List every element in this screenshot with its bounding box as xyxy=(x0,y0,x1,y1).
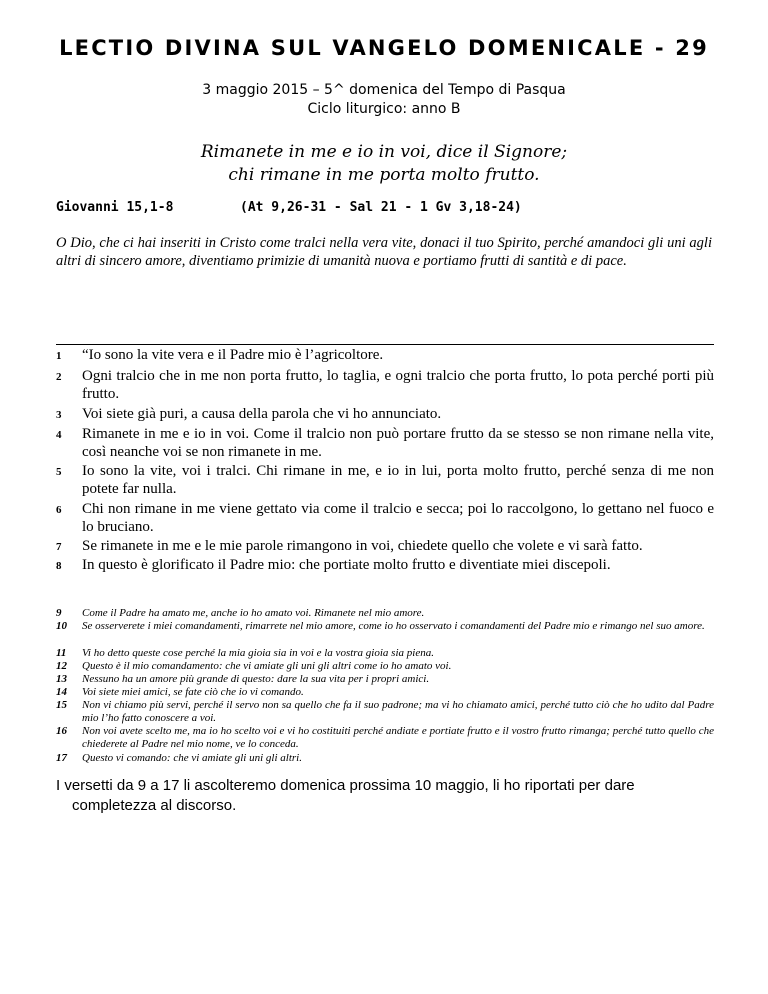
verse-text: “Io sono la vite vera e il Padre mio è l’agricoltore. xyxy=(82,347,384,363)
verse-number: 8 xyxy=(56,560,62,572)
verse-item xyxy=(56,425,714,461)
verse-text: Voi siete già puri, a causa della parola che vi ho annunciato. xyxy=(82,406,442,422)
verse-item xyxy=(56,537,714,555)
verse-item xyxy=(56,500,714,536)
extra-verse-item xyxy=(56,660,714,673)
verse-text: Se osserverete i miei comandamenti, rimarrete nel mio amore, come io ho osservato i comandamenti del Padre mio e rimango nel suo amore. xyxy=(82,620,705,632)
antiphon-line-1: Rimanete in me e io in voi, dice il Signore; xyxy=(200,142,568,162)
opening-prayer: O Dio, che ci hai inseriti in Cristo come tralci nella vera vite, donaci il tuo Spirito, perché amandoci gli uni agli altri di sincero amore, diventiamo primizie di umanità nuova e portiamo frutti di santità e di pace. xyxy=(56,235,712,269)
verse-item xyxy=(56,462,714,498)
document-title: LECTIO DIVINA SUL VANGELO DOMENICALE - 29 xyxy=(59,36,709,60)
verse-text: Questo è il mio comandamento: che vi amiate gli uni gli altri come io ho amato voi. xyxy=(82,660,452,672)
closing-note-line-2: completezza al discorso. xyxy=(72,797,237,814)
verse-number: 10 xyxy=(56,620,67,632)
extra-verse-item xyxy=(56,725,714,750)
extra-verse-item xyxy=(56,752,714,765)
verse-number: 14 xyxy=(56,686,67,698)
verse-text: Non voi avete scelto me, ma io ho scelto voi e vi ho costituiti perché andiate e portiate frutto e il vostro frutto rimanga; perché tutto quello che chiederete al Padre nel mio nome, ve lo conceda. xyxy=(82,725,714,750)
date-line: 3 maggio 2015 – 5^ domenica del Tempo di Pasqua xyxy=(202,82,566,98)
liturgical-cycle: Ciclo liturgico: anno B xyxy=(307,101,461,117)
verse-number: 9 xyxy=(56,607,62,619)
verse-number: 2 xyxy=(56,371,62,383)
verse-text: Non vi chiamo più servi, perché il servo non sa quello che fa il suo padrone; ma vi ho chiamato amici, perché tutto ciò che ho udito dal Padre mio l’ho fatto conoscere a voi. xyxy=(82,699,714,724)
verse-item xyxy=(56,346,714,364)
verse-text: Voi siete miei amici, se fate ciò che io vi comando. xyxy=(82,686,304,698)
extra-verse-item xyxy=(56,647,714,660)
verse-item xyxy=(56,367,714,403)
verse-number: 13 xyxy=(56,673,67,685)
other-readings-reference: (At 9,26-31 - Sal 21 - 1 Gv 3,18-24) xyxy=(240,200,522,215)
extra-verse-item xyxy=(56,686,714,699)
divider-line xyxy=(56,344,714,345)
verse-text: Se rimanete in me e le mie parole rimangono in voi, chiedete quello che volete e vi sarà fatto. xyxy=(82,538,643,554)
verse-number: 16 xyxy=(56,725,67,737)
verse-text: Questo vi comando: che vi amiate gli uni gli altri. xyxy=(82,752,302,764)
verse-text: Nessuno ha un amore più grande di questo: dare la sua vita per i propri amici. xyxy=(82,673,430,685)
antiphon-line-2: chi rimane in me porta molto frutto. xyxy=(228,165,540,185)
verse-text: Come il Padre ha amato me, anche io ho amato voi. Rimanete nel mio amore. xyxy=(82,607,425,619)
verse-text: Ogni tralcio che in me non porta frutto, lo taglia, e ogni tralcio che porta frutto, lo pota perché porti più frutto. xyxy=(82,368,714,402)
extra-verse-item xyxy=(56,673,714,686)
verse-number: 15 xyxy=(56,699,67,711)
verse-item xyxy=(56,556,714,574)
verse-text: Chi non rimane in me viene gettato via come il tralcio e secca; poi lo raccolgono, lo gettano nel fuoco e lo bruciano. xyxy=(82,501,714,535)
verse-item xyxy=(56,405,714,423)
verse-text: Io sono la vite, voi i tralci. Chi rimane in me, e io in lui, porta molto frutto, perché senza di me non potete far nulla. xyxy=(82,463,714,497)
verse-number: 11 xyxy=(56,647,67,659)
verse-text: Vi ho detto queste cose perché la mia gioia sia in voi e la vostra gioia sia piena. xyxy=(82,647,434,659)
gospel-reference: Giovanni 15,1-8 xyxy=(56,200,174,215)
verse-number: 12 xyxy=(56,660,67,672)
extra-verse-item xyxy=(56,620,714,633)
verse-text: In questo è glorificato il Padre mio: che portiate molto frutto e diventiate miei discepoli. xyxy=(82,557,611,573)
extra-verse-item xyxy=(56,699,714,724)
verse-number: 17 xyxy=(56,752,67,764)
extra-verse-item xyxy=(56,607,714,620)
verse-number: 7 xyxy=(56,541,62,553)
verse-number: 3 xyxy=(56,409,62,421)
verse-number: 4 xyxy=(56,429,62,441)
closing-note-line-1: I versetti da 9 a 17 li ascolteremo domenica prossima 10 maggio, li ho riportati per dare xyxy=(56,777,635,794)
closing-note xyxy=(56,776,676,816)
verse-number: 5 xyxy=(56,466,62,478)
verse-number: 6 xyxy=(56,504,62,516)
verse-number: 1 xyxy=(56,350,62,362)
verse-text: Rimanete in me e io in voi. Come il tralcio non può portare frutto da se stesso se non rimane nella vite, così neanche voi se non rimanete in me. xyxy=(82,426,714,460)
